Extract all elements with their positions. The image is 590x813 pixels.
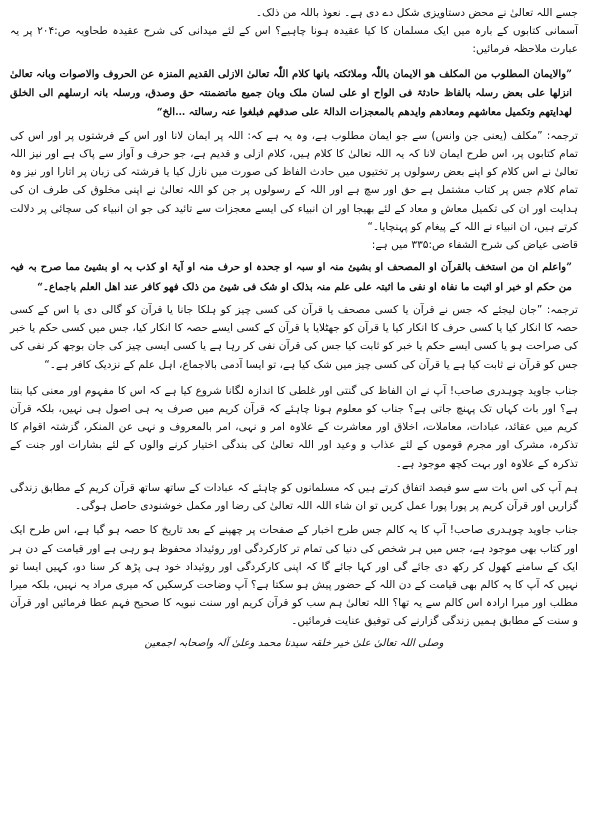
- intro-line: جسے اللہ تعالیٰ نے محض دستاویزی شکل دے دی ہے۔ نعوذ باللہ من ذلک۔: [255, 7, 578, 19]
- translation-paragraph-2: ترجمہ: ”جان لیجئے کہ جس نے قرآن یا کسی مصحف یا قرآن کی کسی چیز کو ہلکا جانا یا قرآن کو گالی دی یا اس کے کسی حصہ کا انکار کیا یا کسی حرف کا انکار کیا یا قرآن کو جھٹلایا یا قرآن کے کسی ایسے حصہ کا انکار کیا، جس میں کسی حکم یا خبر کی صراحت ہو یا کسی ایسے حکم یا خبر کو ثابت کیا جس کی قرآن نفی کر رہا ہے یا کسی ایسی چیز کی جان بوجھ کر نفی کی جس کو قرآن نے ثابت کیا ہے یا قرآن کی کسی چیز میں شک کیا ہے، تو ایسا آدمی بالاجماع، اہل علم کے نزدیک کافر ہے۔“: [10, 304, 578, 371]
- body-paragraph-4: ہم آپ کی اس بات سے سو فیصد اتفاق کرتے ہیں کہ مسلمانوں کو چاہئے کہ عبادات کے ساتھ ساتھ قرآن کریم کے مطابق زندگی گزاریں اور قرآن کریم پر پورا پورا عمل کریں تو ان شاء اللہ اللہ تعالیٰ کی رضا اور مکمل خوشنودی حاصل ہوگی۔: [10, 481, 578, 513]
- intro-question: آسمانی کتابوں کے بارہ میں ایک مسلمان کا کیا عقیدہ ہونا چاہیے؟ اس کے لئے میدانی کی شرح عقیدہ طحاویہ ص:۲۰۴ پر یہ عبارت ملاحظہ فرمائیں:: [10, 25, 578, 56]
- arabic-quote-shifa: ”واعلم ان من استخف بالقرآن او المصحف او بشیئ منہ او سبہ او جحدہ او حرف منہ او آیۃ او کذب بہ او بشیئ مما صرح بہ فیہ من حکم او خبر او اثبت ما نفاہ او نفی ما اثبتہ علی علم منہ بذلک او شک فی شیئ من ذلک فھو کافر عند اھل العلم باجماع۔“: [10, 261, 572, 293]
- body-paragraph-5: جناب جاوید چوہدری صاحب! آپ کا یہ کالم جس طرح اخبار کے صفحات پر چھپنے کے بعد تاریخ کا حصہ ہو گیا ہے، اس طرح ایک اور کتاب بھی موجود ہے، جس میں ہر شخص کی دنیا کی تمام تر کارکردگی اور روئیداد محفوظ ہو رہی ہے اور قیامت کے دن ہر ایک کے سامنے کھول کر رکھ دی جائے گی اور کہا جائے گا کہ اپنی کارکردگی اور روئیداد خود ہی پڑھ کر سنا دو، کہیں ایسا تو نہیں کہ آپ کا یہ کالم بھی قیامت کے دن اللہ کے حضور پیش ہو سکتا ہے؟ آپ وضاحت کرسکیں کہ میری مراد یہ نہیں، بلکہ میرا مطلب اور میرا ارادہ اس کالم سے یہ تھا؟ اللہ تعالیٰ ہم سب کو قرآن کریم اور سنت نبویہ کا صحیح فہم عطا فرمائیں اور قرآن و سنت کے مطابق ہمیں زندگی گزارنے کی توفیق عنایت فرمائیں۔: [10, 524, 578, 628]
- body-paragraph-3: جناب جاوید چوہدری صاحب! آپ نے ان الفاظ کی گنتی اور غلطی کا اندازہ لگانا شروع کیا ہے کہ اس کا مفہوم اور معنی کیا بنتا ہے؟ اور بات کہاں تک پہنچ جاتی ہے؟ جناب کو معلوم ہونا چاہئے کہ قرآن کریم میں صرف یہ ہی اصول ہی نہیں، بلکہ قرآن کریم میں عقائد، عبادات، معاملات، اخلاق اور معاشرت کے علاوہ امر و نہی، امر بالمعروف و نہی عن المنکر، گزشتہ اقوام کا تذکرہ، مشرک اور مجرم قوموں کے لئے عذاب و وعید اور اللہ تعالیٰ کی بندگی اختیار کرنے والوں کے لئے بشارات اور جنت کے تذکرہ کے علاوہ اور بہت کچھ موجود ہے۔: [10, 384, 578, 470]
- translation-paragraph-1: ترجمہ: ”مکلف (یعنی جن وانس) سے جو ایمان مطلوب ہے، وہ یہ ہے کہ: اللہ پر ایمان لانا اور اس کے فرشتوں پر اور اس کی تمام کتابوں پر، اس طرح ایمان لانا کہ یہ اللہ تعالیٰ کا کلام ہیں، کلام ازلی و قدیم ہے، جو حرف و آواز سے پاک ہے اور نیز اللہ تعالیٰ نے اس کلام کو اپنے بعض رسولوں پر تختیوں میں حادث الفاظ کی صورت میں نازل کیا یا فرشتہ کی زبان پر اتارا اور نیز وہ تمام کلام جس پر کتاب مشتمل ہے حق اور سچ ہے اور اللہ کے رسولوں پر جن کو اللہ تعالیٰ نے اپنی مخلوق کی طرف ان کی ہدایت اور ان کی تکمیل معاش و معاد کے لئے بھیجا اور ان انبیاء کی ایسے معجزات سے تائید کی جو ان انبیاء کی سچائی پر دلالت کرتے ہیں، ان انبیاء نے اللہ کے پیغام کو پہنچایا۔“: [10, 129, 578, 233]
- closing-salutation: وصلی اللہ تعالیٰ علیٰ خیر خلقہ سیدنا محمد وعلیٰ آلہ واصحابہ اجمعین: [144, 637, 444, 649]
- arabic-quote-aqeedah-tahawiyah: ”والایمان المطلوب من المکلف ھو الایمان باللّٰہ وملائکتہ بانھا کلام اللّٰہ تعالیٰ الازلی القدیم المنزہ عن الحروف والاصوات وبانہ تعالیٰ انزلھا علی بعض رسلہ بالفاظ حادثۃ فی الواح او علی لسان ملک وبان جمیع ماتضمنتہ حق وصدق، ورسلہ بانہ ارسلھم الی الخلق لھدایتھم وتکمیل معاشھم ومعادھم وایدھم بالمعجزات الدالۃ علی صدقھم فبلغوا عنہ رسالتہ …الخ“: [10, 67, 572, 119]
- source-citation-shifa: قاضی عیاض کی شرح الشفاء ص:۳۳۵ میں ہے:: [371, 239, 578, 252]
